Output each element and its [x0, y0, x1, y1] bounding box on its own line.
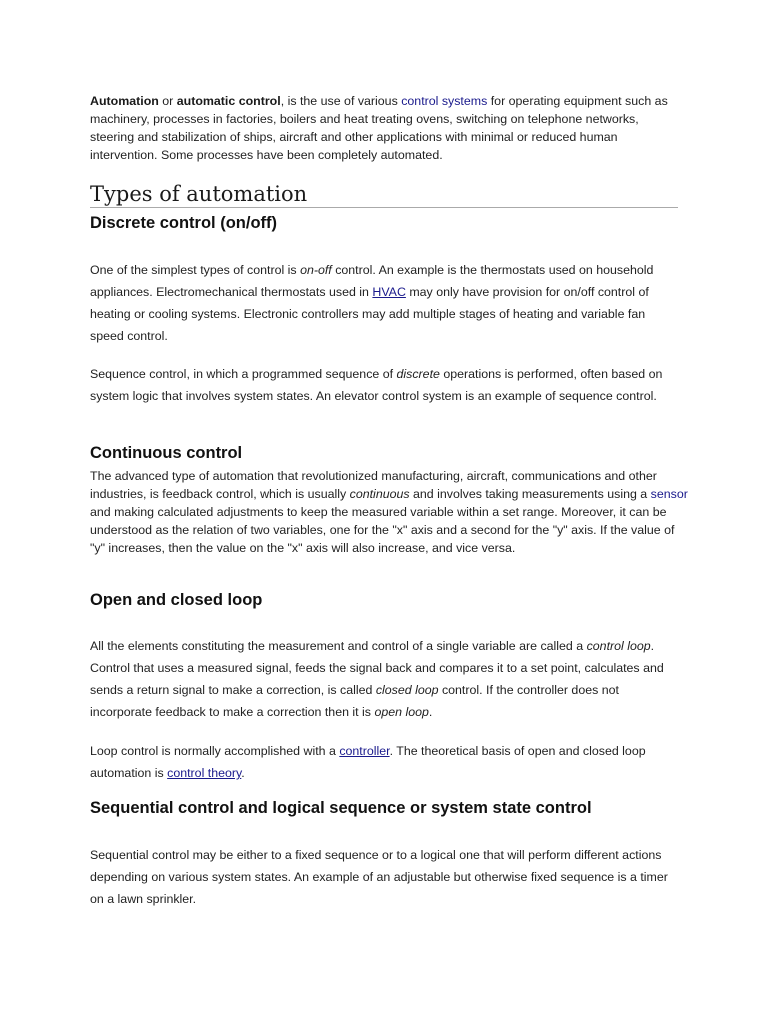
section-title: Types of automation: [90, 182, 308, 206]
intro-paragraph: Automation or automatic control, is the use of various control systems for operating equipment such as machinery, processes in factories, boilers and heat treating ovens, switching on telephone networks, steering and stabilization of ships, aircraft and other applications with minimal or reduced human intervention. Some processes have been completely automated.: [90, 94, 668, 163]
discrete-paragraph-1: One of the simplest types of control is on-off control. An example is the thermostats used on household appliances. Electromechanical thermostats used in HVAC may only have provision for on/off control of heating or cooling systems. Electronic controllers may add multiple stages of heating and variable fan speed control.: [90, 263, 654, 343]
loop-paragraph-1: All the elements constituting the measurement and control of a single variable are called a control loop. Control that uses a measured signal, feeds the signal back and compares it to a set point, calculates and sends a return signal to make a correction, is called closed loop control. If the controller does not incorporate feedback to make a correction then it is open loop.: [90, 639, 664, 719]
loop-paragraph-2: Loop control is normally accomplished with a controller. The theoretical basis of open and closed loop automation is control theory.: [90, 744, 646, 780]
intro-term-automation: Automation: [90, 94, 159, 108]
intro-term-automatic-control: automatic control: [176, 94, 281, 108]
heading-sequential-control: Sequential control and logical sequence or system state control: [90, 799, 592, 817]
discrete-paragraph-2: Sequence control, in which a programmed sequence of discrete operations is performed, often based on system logic that involves system states. An elevator control system is an example of sequence control.: [90, 367, 663, 403]
link-hvac[interactable]: HVAC: [372, 285, 406, 299]
link-control-theory[interactable]: control theory: [167, 766, 242, 780]
section-divider: [90, 207, 678, 208]
continuous-paragraph: The advanced type of automation that revolutionized manufacturing, aircraft, communications and other industries, is feedback control, which is usually continuous and involves taking measurements using a sensor and making calculated adjustments to keep the measured variable within a set range. Moreover, it can be understood as the relation of two variables, one for the "x" axis and a second for the "y" axis. If the value of "y" increases, then the value on the "x" axis will also increase, and vice versa.: [90, 469, 688, 556]
link-controller[interactable]: controller: [339, 744, 390, 758]
link-control-systems[interactable]: control systems: [401, 94, 488, 108]
heading-discrete-control: Discrete control (on/off): [90, 214, 278, 232]
sequential-paragraph: Sequential control may be either to a fixed sequence or to a logical one that will perform different actions depending on various system states. An example of an adjustable but otherwise fixed sequence is a timer on a lawn sprinkler.: [90, 848, 668, 906]
link-sensor[interactable]: sensor: [650, 487, 688, 502]
heading-continuous-control: Continuous control: [90, 444, 243, 462]
heading-open-closed-loop: Open and closed loop: [90, 591, 263, 609]
